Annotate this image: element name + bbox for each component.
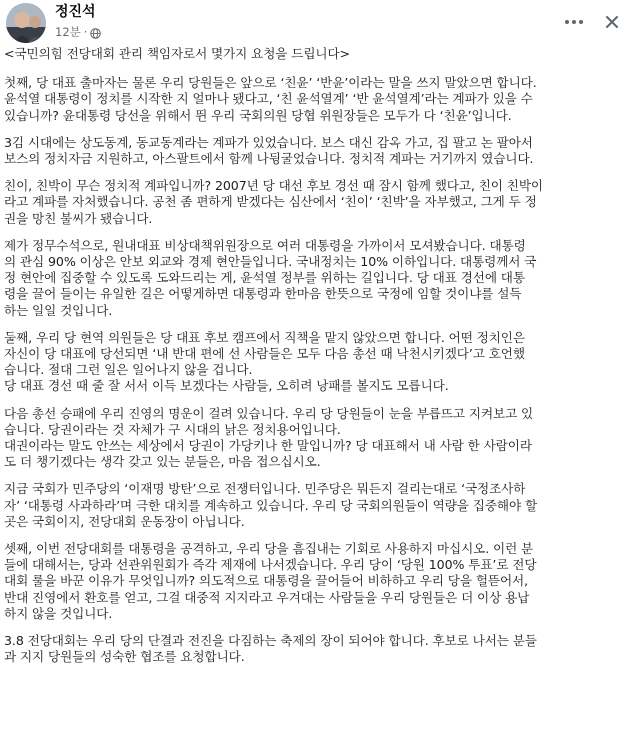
author-name[interactable]: 정진석 [55, 4, 96, 20]
paragraph-line: 의 관심 90% 이상은 안보 외교와 경제 현안들입니다. 국내정치는 10% 이하입니다. 대통령께서 국 [4, 254, 537, 270]
close-icon [605, 15, 619, 29]
paragraph-line: 권을 망친 불씨가 됐습니다. [4, 210, 153, 226]
paragraph-line: 자신이 당 대표에 당선되면 ‘내 반대 편에 선 사람들은 모두 다음 총선 때 낙천시키겠다’고 호언했 [4, 346, 525, 362]
paragraph-line: 습니다. 당권이라는 것 자체가 구 시대의 낡은 정치용어입니다. [4, 421, 341, 437]
post-paragraph [4, 75, 632, 124]
paragraph-line: <국민의힘 전당대회 관리 책임자로서 몇가지 요청을 드립니다> [4, 46, 350, 61]
paragraph-line: 첫째, 당 대표 출마자는 물론 우리 당원들은 앞으로 ‘친윤’ ‘반윤’이라는 말을 쓰지 말았으면 합니다. [4, 75, 537, 91]
paragraph-line: 보스의 정치자금 지원하고, 아스팔트에서 함께 나뒹굴었습니다. 정치적 계파는 거기까지 였습니다. [4, 151, 534, 167]
paragraph-line: 지금 국회가 민주당의 ‘이재명 방탄’으로 전쟁터입니다. 민주당은 뭐든지 걸리는대로 ‘국정조사하 [4, 481, 526, 497]
post-body [4, 46, 632, 666]
paragraph-line: 정 현안에 집중할 수 있도록 도와드리는 게, 윤석열 정부를 위하는 길입니다. 당 대표 경선에 대통 [4, 270, 525, 286]
post-header [4, 0, 632, 46]
meta-separator: · [83, 25, 88, 39]
paragraph-line: 곳은 국회이지, 전당대회 운동장이 아닙니다. [4, 513, 245, 529]
paragraph-line: 3김 시대에는 상도동계, 동교동계라는 계파가 있었습니다. 보스 대신 감옥 가고, 집 팔고 논 팔아서 [4, 134, 533, 150]
paragraph-line: 들에 대해서는, 당과 선관위원회가 즉각 제재에 나서겠습니다. 우리 당이 ‘당원 100% 투표’로 전당 [4, 557, 537, 573]
more-options-button[interactable] [560, 10, 588, 34]
paragraph-line: 하는 일일 것입니다. [4, 302, 113, 318]
post-time[interactable]: 12분 [55, 25, 81, 39]
paragraph-line: 습니다. 절대 그런 일은 일어나지 않을 겁니다. [4, 362, 253, 378]
post-paragraph [4, 541, 632, 622]
post-meta [55, 24, 101, 40]
paragraph-line: 제가 정무수석으로, 원내대표 비상대책위원장으로 여러 대통령을 가까이서 모셔봤습니다. 대통령 [4, 237, 526, 253]
post-paragraph [4, 178, 632, 227]
paragraph-line: 과 지지 당원들의 성숙한 협조를 요청합니다. [4, 649, 245, 665]
globe-icon [90, 27, 101, 38]
paragraph-line: 윤석열 대통령이 정치를 시작한 지 얼마나 됐다고, ‘친 윤석열계’ ‘반 윤석열계’라는 계파가 있을 수 [4, 91, 533, 107]
paragraph-line: 하지 않을 것입니다. [4, 605, 113, 621]
paragraph-line: 반대 진영에서 환호를 얻고, 그걸 대중적 지지라고 우겨대는 사람들을 우리 당원들은 더 이상 용납 [4, 589, 530, 605]
post-paragraph [4, 135, 632, 167]
paragraph-line: 둘째, 우리 당 현역 의원들은 당 대표 후보 캠프에서 직책을 맡지 않았으면 합니다. 어떤 정치인은 [4, 329, 525, 345]
paragraph-line: 라고 계파를 자처했습니다. 공천 좀 편하게 받겠다는 심산에서 ‘친이’ ‘친박’을 자부했고, 그게 두 정 [4, 194, 537, 210]
avatar-photo [6, 3, 46, 43]
post-paragraph [4, 330, 632, 395]
paragraph-line: 있습니까? 윤대통령 당선을 위해서 뛴 우리 국회의원 당협 위원장들은 모두가 다 ‘친윤’입니다. [4, 107, 512, 123]
paragraph-line: 대권이라는 말도 안쓰는 세상에서 당권이 가당키나 한 말입니까? 당 대표해서 내 사람 한 사람이라 [4, 438, 532, 454]
post-paragraph [4, 238, 632, 319]
post-paragraph [4, 481, 632, 530]
post-title [4, 46, 632, 62]
paragraph-line: 친이, 친박이 무슨 정치적 계파입니까? 2007년 당 대선 후보 경선 때 잠시 함께 했다고, 친이 친박이 [4, 178, 543, 194]
paragraph-line: 자’ ‘대통령 사과하라’며 극한 대치를 계속하고 있습니다. 우리 당 국회의원들이 역량을 집중해야 할 [4, 497, 538, 513]
paragraph-line: 도 더 챙기겠다는 생각 갖고 있는 분들은, 마음 접으십시오. [4, 454, 321, 470]
paragraph-line: 3.8 전당대회는 우리 당의 단결과 전진을 다짐하는 축제의 장이 되어야 합니다. 후보로 나서는 분들 [4, 633, 537, 649]
paragraph-line: 대회 룰을 바꾼 이유가 무엇입니까? 의도적으로 대통령을 끌어들어 비하하고 우리 당을 헐뜯어서, [4, 573, 528, 589]
paragraph-line: 령을 끌어 들이는 유일한 길은 어떻게하면 대통령과 한마음 한뜻으로 국정에 임할 것이냐를 설득 [4, 286, 522, 302]
paragraph-line: 다음 총선 승패에 우리 진영의 명운이 걸려 있습니다. 우리 당 당원들이 눈을 부릅뜨고 지켜보고 있 [4, 405, 534, 421]
post-paragraph [4, 633, 632, 665]
avatar[interactable] [6, 3, 46, 43]
paragraph-line: 당 대표 경선 때 줄 잘 서서 이득 보겠다는 사람들, 오히려 낭패를 볼지도 모릅니다. [4, 378, 449, 394]
more-horizontal-icon [564, 19, 584, 25]
close-button[interactable] [598, 10, 626, 34]
post-paragraph [4, 406, 632, 471]
paragraph-line: 셋째, 이번 전당대회를 대통령을 공격하고, 우리 당을 흠집내는 기회로 사용하지 마십시오. 이런 분 [4, 541, 534, 557]
